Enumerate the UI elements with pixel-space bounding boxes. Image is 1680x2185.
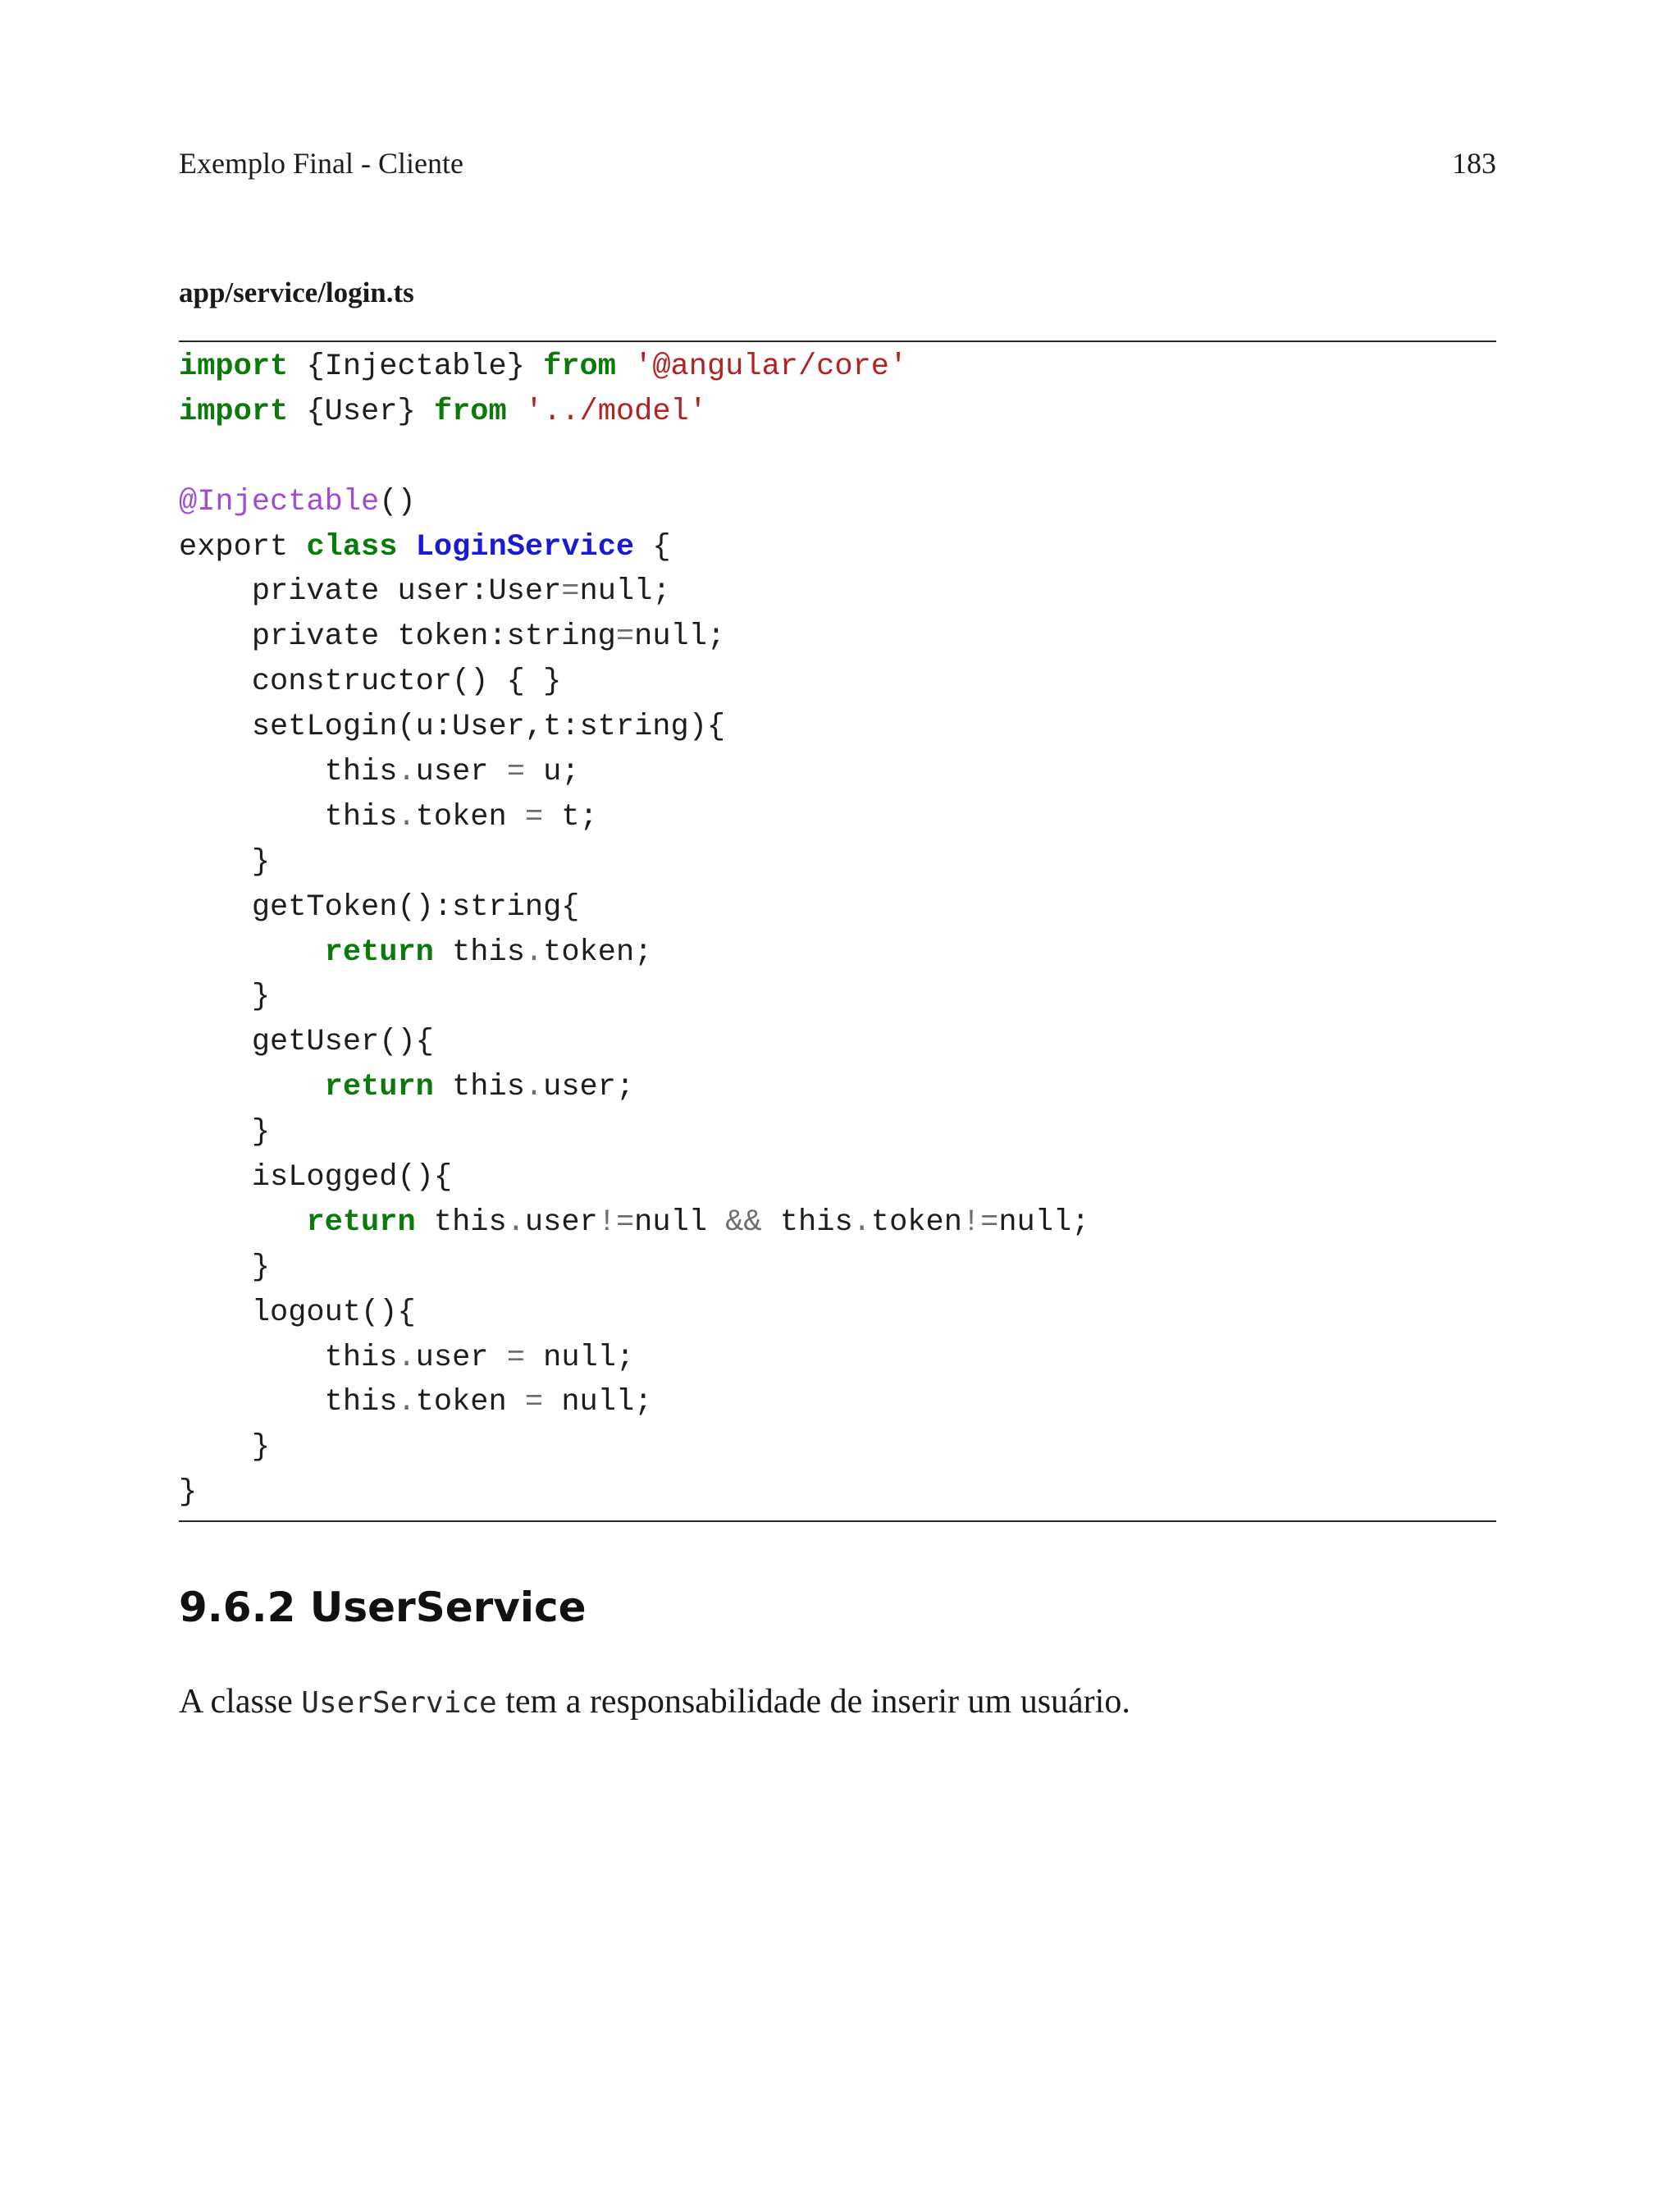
code-token: import — [179, 350, 289, 384]
code-token: return — [306, 1204, 416, 1240]
code-token: '@angular/core' — [634, 350, 908, 384]
code-line — [179, 705, 1496, 750]
code-top-rule — [179, 341, 1496, 342]
code-token: = — [506, 755, 525, 790]
code-token: . — [397, 755, 416, 790]
code-token: this — [179, 1385, 398, 1420]
code-filename: app/service/login.ts — [179, 277, 414, 309]
code-token: token — [870, 1204, 962, 1240]
code-token: @Injectable — [179, 484, 380, 519]
paragraph-text-after: tem a responsabilidade de inserir um usuário. — [496, 1683, 1130, 1721]
code-token: logout(){ — [179, 1295, 416, 1330]
code-line — [179, 480, 1496, 525]
code-token: . — [524, 935, 544, 970]
code-token: } — [179, 844, 271, 880]
code-token: token — [415, 799, 525, 834]
code-token: user — [524, 1204, 598, 1240]
code-line — [179, 390, 1496, 435]
code-token: this — [761, 1204, 853, 1240]
code-token: null — [634, 1204, 726, 1240]
code-token: = — [615, 619, 635, 655]
code-token: this — [415, 1204, 507, 1240]
code-line — [179, 1200, 1496, 1246]
code-token: != — [961, 1204, 999, 1240]
code-token: . — [852, 1204, 871, 1240]
running-header — [179, 146, 1496, 187]
code-token: = — [524, 1385, 544, 1420]
code-token: user — [415, 755, 507, 790]
code-token: } — [179, 1475, 198, 1511]
code-token: {Injectable} — [288, 350, 544, 384]
code-token: constructor() { } — [179, 665, 562, 700]
code-line — [179, 795, 1496, 840]
code-token: null; — [524, 1340, 635, 1375]
code-block — [179, 345, 1496, 1515]
code-token: user — [415, 1340, 507, 1375]
code-token: token; — [543, 935, 653, 970]
page-number: 183 — [1452, 147, 1496, 180]
code-token: {User} — [288, 394, 434, 429]
paragraph-text-before: A classe — [179, 1683, 302, 1721]
code-line — [179, 615, 1496, 660]
code-token: from — [543, 350, 616, 384]
code-token — [179, 935, 325, 970]
code-line — [179, 1380, 1496, 1425]
code-token: null; — [543, 1385, 653, 1420]
code-token: != — [597, 1204, 635, 1240]
code-token: this — [179, 1340, 398, 1375]
code-line — [179, 1291, 1496, 1336]
code-token: . — [397, 1385, 416, 1420]
code-token: '../model' — [524, 394, 707, 429]
code-line — [179, 1020, 1496, 1065]
code-token: class — [306, 529, 398, 565]
code-token: this — [179, 799, 398, 834]
code-token: . — [397, 799, 416, 834]
code-token: return — [324, 935, 434, 970]
code-line — [179, 1425, 1496, 1470]
inline-code: UserService — [301, 1686, 497, 1720]
code-line — [179, 1110, 1496, 1155]
chapter-title: Exemplo Final - Cliente — [179, 147, 463, 180]
code-token: from — [433, 394, 507, 429]
code-token: u; — [524, 755, 580, 790]
code-line — [179, 840, 1496, 885]
code-token: import — [179, 394, 289, 429]
code-token: null; — [634, 619, 726, 655]
code-token: setLogin(u:User,t:string){ — [179, 710, 726, 745]
code-token: this — [433, 935, 525, 970]
code-token: } — [179, 1250, 271, 1285]
code-line — [179, 930, 1496, 976]
code-line — [179, 1155, 1496, 1200]
code-token: = — [524, 799, 544, 834]
code-token: = — [561, 574, 580, 610]
code-token: getUser(){ — [179, 1025, 434, 1060]
code-token: isLogged(){ — [179, 1160, 453, 1195]
code-token: . — [524, 1070, 544, 1105]
code-token: this — [179, 755, 398, 790]
code-bottom-rule — [179, 1520, 1496, 1522]
code-token: getToken():string{ — [179, 889, 580, 925]
code-token — [179, 1070, 325, 1104]
code-token: () — [379, 484, 416, 519]
code-token — [179, 1205, 306, 1240]
code-token: } — [179, 980, 271, 1015]
code-line — [179, 1065, 1496, 1110]
code-token: { — [634, 529, 671, 565]
code-token — [507, 395, 525, 429]
code-token: private token:string — [179, 619, 616, 655]
code-token: && — [725, 1204, 762, 1240]
code-line — [179, 750, 1496, 795]
code-token: t; — [543, 799, 598, 834]
code-token — [616, 350, 634, 384]
code-line — [179, 345, 1496, 390]
code-token: null; — [998, 1204, 1090, 1240]
code-token: private user:User — [179, 574, 562, 610]
code-line — [179, 975, 1496, 1020]
code-token: . — [506, 1204, 525, 1240]
code-line — [179, 660, 1496, 705]
code-token: user; — [543, 1070, 635, 1105]
code-line — [179, 1336, 1496, 1381]
body-paragraph — [179, 1682, 1130, 1721]
code-token: export — [179, 529, 307, 565]
code-token — [397, 530, 415, 565]
code-line — [179, 1470, 1496, 1515]
code-line — [179, 569, 1496, 615]
code-token: token — [415, 1385, 525, 1420]
code-token: null; — [579, 574, 671, 610]
code-token: return — [324, 1070, 434, 1105]
code-token: = — [506, 1340, 525, 1375]
code-token: } — [179, 1430, 271, 1465]
code-line — [179, 435, 1496, 480]
code-line — [179, 525, 1496, 570]
code-line — [179, 885, 1496, 930]
code-token: } — [179, 1115, 271, 1150]
code-token: LoginService — [415, 529, 635, 565]
code-line — [179, 1246, 1496, 1291]
code-token: . — [397, 1340, 416, 1375]
section-heading: 9.6.2 UserService — [179, 1584, 587, 1631]
code-token: this — [433, 1070, 525, 1105]
